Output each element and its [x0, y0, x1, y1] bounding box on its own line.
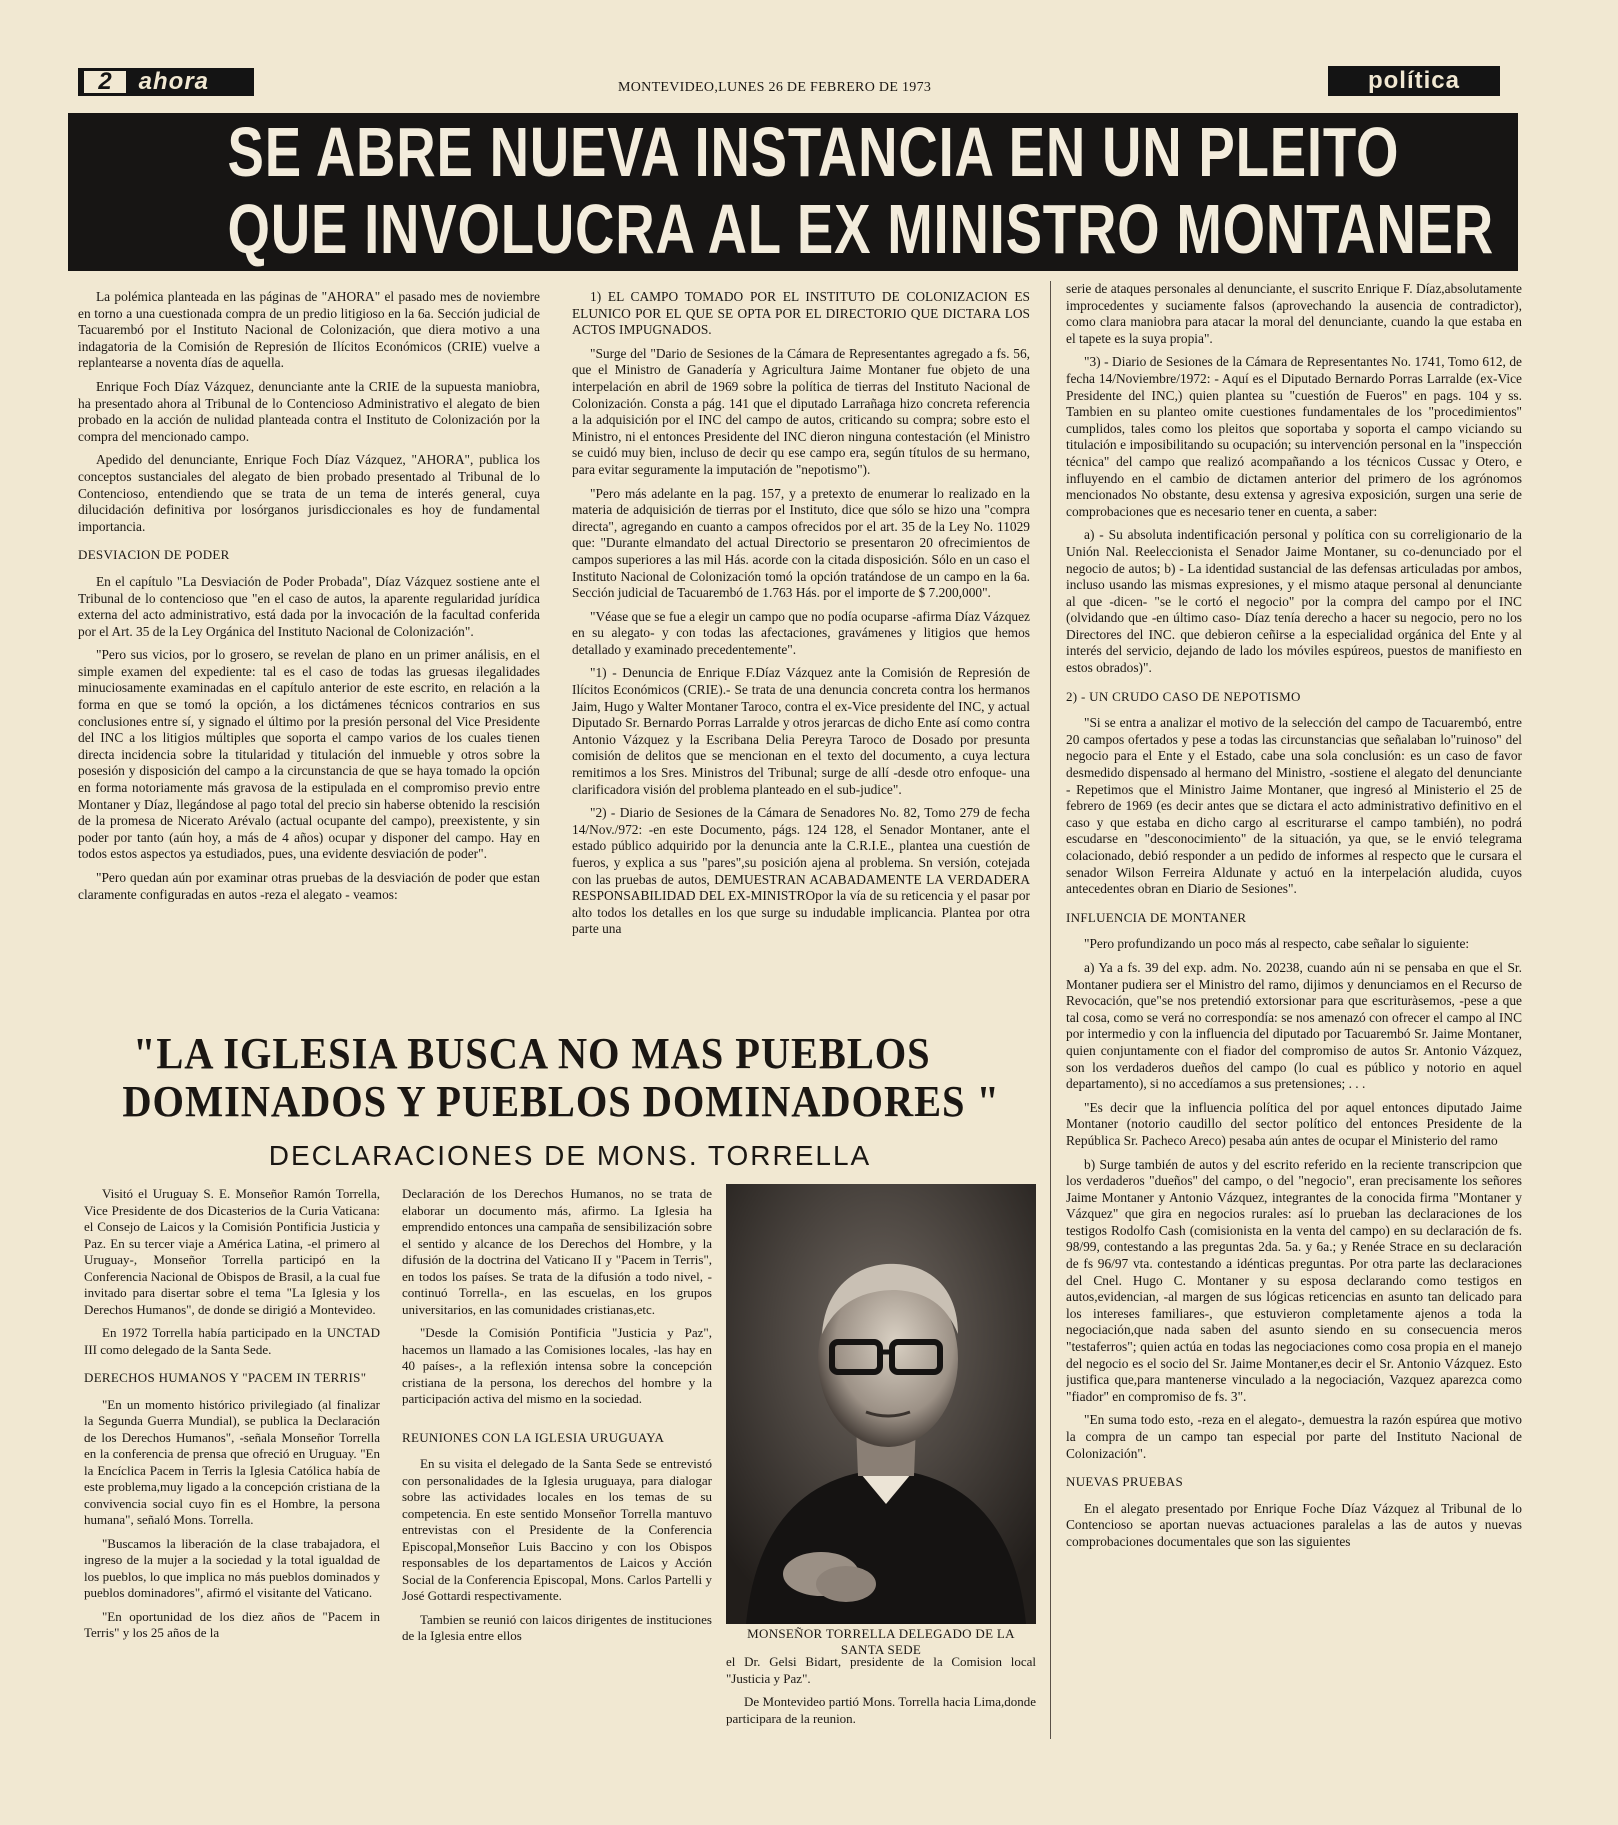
paragraph: Tambien se reunió con laicos dirigentes de instituciones de la Iglesia entre ellos — [402, 1611, 712, 1643]
church-title-line-2: DOMINADOS Y PUEBLOS DOMINADORES " — [122, 1077, 1000, 1126]
paragraph: "2) - Diario de Sesiones de la Cámara de Senadores No. 82, Tomo 279 de fecha 14/Nov./972: -en este Documento, págs. 124 128, el Senador Montaner, ante el estado público adquirido por la denuncia ante la C.R.I.E., plantea una cuestión de fueros, y explica a sus "pares",su posición ajena al problema. Sn versión, cotejada con las pruebas de autos, DEMUESTRAN ACABADAMENTE LA VERDADERA RESPONSABILIDAD DEL EX-MINISTROpor la vía de su reticencia y el pasar por alto todos los detalles en los que surge su indudable implicancia. Plantea por otra parte una — [572, 805, 1030, 937]
paragraph: "Véase que se fue a elegir un campo que no podía ocuparse -afirma Díaz Vázquez en su alegato- y con todas las afectaciones, gravámenes y litigios que hemos detallado y examinado precedentemente". — [572, 608, 1030, 657]
paragraph: "Pero más adelante en la pag. 157, y a pretexto de enumerar lo realizado en la materia de adquisición de tierras por el Instituto, dice que sólo se hizo una "compra directa", agregando en cuanto a campos ofrecidos por el art. 35 de la Ley No. 11029 que: "Durante elmandato del actual Directorio se presentaron 20 ofrecimientos de campos superiores a las mil Hás. acorde con la citada disposición. Sólo en un caso el Instituto Nacional de Colonización tomó la opción tratándose de un campo en la 6a. Sección judicial de Tacuarembó de 1.763 Hás. por el importe de $ 7.200,000". — [572, 485, 1030, 601]
paragraph: 1) EL CAMPO TOMADO POR EL INSTITUTO DE COLONIZACION ES ELUNICO POR EL QUE SE OPTA POR EL DIRECTORIO QUE DICTARA LOS ACTOS IMPUGNADOS. — [572, 289, 1030, 338]
paragraph: "Pero sus vicios, por lo grosero, se revelan de plano en un primer análisis, en el simple examen del expediente: tal es el caso de todas las gruesas ilegalidades minuciosamente examinadas en el capítulo anterior de este escrito, en relación a la forma en que se tomó la opción, a los dictámenes técnicos contrarios en sus conclusiones entre sí, y signado el último por la presión personal del Vice Presidente del INC a los litigios múltiples que soporta el campo varios de los cuales tienen directa incidencia sobre la titularidad y titulación del inmueble y otros sobre la posesión y disposición del campo a la circunstancia de que se haya tomado la opción en forma notoriamente más gravosa de la estipulada en el compromiso previo entre Montaner y Díaz, llegándose al pago total del precio sin haberse obtenido la rescisión de la promesa de Nicerato Arévalo (actual ocupante del campo), preexistente, y sin poder por tanto (aún hoy, a más de 4 años) ocupar y disponer del campo. Hay en todos estos aspectos ya estudiados, pues, una evidente desviación de poder". — [78, 647, 540, 862]
portrait-photo — [726, 1184, 1036, 1624]
paragraph: Enrique Foch Díaz Vázquez, denunciante ante la CRIE de la supuesta maniobra, ha presentado ahora al Tribunal de lo Contencioso Administrativo el alegato de bien probado en la acción de nulidad planteada contra el Instituto de Colonización por la compra del mencionado campo. — [78, 378, 540, 444]
church-column-1 — [84, 1186, 380, 1726]
church-column-3 — [726, 1654, 1036, 1734]
portrait-illustration — [726, 1184, 1036, 1624]
paragraph: "Desde la Comisión Pontificia "Justicia y Paz", hacemos un llamado a las Comisiones locales, -las hay en 40 países-, a la reflexión intensa sobre la concepción cristiana de la persona, los derechos del hombre y la participación activa del mismo en la sociedad. — [402, 1325, 712, 1406]
page-number: 2 — [84, 71, 126, 93]
church-article-subtitle: DECLARACIONES DE MONS. TORRELLA — [268, 1140, 872, 1171]
masthead — [78, 66, 1500, 100]
paragraph: a) Ya a fs. 39 del exp. adm. No. 20238, cuando aún ni se pensaba en que el Sr. Montaner pudiera ser el Ministro del ramo, dijimos y denunciamos en el Recurso de Revocación, que"se nos pretendió extorsionar para que escrituràsemos, -pese a que tal cosa, como se verá no correspondía: se nos amenazó con ofrecer el campo al INC por intermedio y con la influencia del diputado por Tacuarembó Sr. Jaime Montaner, quien conjuntamente con el fiador del compromiso de autos Sr. Antonio Vázquez, son los verdaderos dueños del campo (lo cual es público y notorio en aquel departamento), si no accedíamos a sus pretensiones; . . . — [1066, 959, 1522, 1092]
paragraph: "3) - Diario de Sesiones de la Cámara de Representantes No. 1741, Tomo 612, de fecha 14/Noviembre/1972: - Aquí es el Diputado Bernardo Porras Larralde (ex-Vice Presidente del INC,) quien plantea su "cuestión de Fueros" en pags. 104 y ss. Tambien en su planteo omite cuestiones fundamentales de los "procedimientos" cumplidos, tales como los pleitos que soportaba y soporta el campo viciando su titulación e imposibilitando su ocupación; su intervención personal en la "inspección técnica" del campo que realizó acompañando a los técnicos Cussac y Otero, e influyendo en el cambio de dictamen anterior del primero de los agrónomos mencionados No obstante, desu extensa y agresiva exposición, surgen una serie de comprobaciones que es necesario tener en cuenta, a saber: — [1066, 354, 1522, 519]
paragraph: "Surge del "Dario de Sesiones de la Cámara de Representantes agregado a fs. 56, que el Ministro de Ganadería y Agricultura Jaime Montaner fue objeto de una interpelación en abril de 1969 sobre la política de tierras del Instituto Nacional de Colonización. Consta a pág. 141 que el diputado Larrañaga hizo concreta referencia a la adquisición por el INC del campo de autos, criticando su compra; sobre esto el Ministro, ni el entonces Presidente del INC dieron ninguna contestación (el Ministro se cuidó muy bien, incluso de decir qu ese campo era, según títulos de su hermano, para evitar seguramente la imputación de "nepotismo"). — [572, 345, 1030, 477]
paragraph: "Buscamos la liberación de la clase trabajadora, el ingreso de la mujer a la sociedad y la total igualdad de los pueblos, lo que implica no más pueblos dominados y pueblos dominadores", afirmó el visitante del Vaticano. — [84, 1535, 380, 1600]
paragraph: "1) - Denuncia de Enrique F.Díaz Vázquez ante la Comisión de Represión de Ilícitos Económicos (CRIE).- Se trata de una denuncia concreta contra los hermanos Jaim, Hugo y Walter Montaner Taroco, contra el ex-Vice presidente del INC, y actual Diputado Sr. Bernardo Porras Larralde y otros jerarcas de dicho Ente así como contra Antonio Vázquez y la Escribana Delia Pereyra Taroco de Dosado por presunta comisión de delitos que se mencionan en el texto del documento, a cuya lectura remitimos a los Sres. Ministros del Tribunal; surge de allí -desde otro enfoque- una clarificadora visión del problema planteado en el sub-judice". — [572, 665, 1030, 797]
paragraph: En su visita el delegado de la Santa Sede se entrevistó con personalidades de la Iglesia uruguaya, para dialogar sobre las actividades locales en los temas de su competencia. En este sentido Monseñor Torrella mantuvo entrevistas con el Presidente de la Conferencia Episcopal,Monseñor Luis Baccino y con los Obispos responsables de los departamentos de Laicos y Acción Social de la Conferencia Episcopal, Mons. Carlos Partelli y José Gottardi respectivamente. — [402, 1456, 712, 1603]
paper-name: ahora — [138, 68, 210, 95]
subheading: DERECHOS HUMANOS Y "PACEM IN TERRIS" — [84, 1370, 367, 1385]
paragraph: "Es decir que la influencia política del por aquel entonces diputado Jaime Montaner (notorio caudillo del sector político del entonces Presidente de la República Sr. Pacheco Areco) pesaba aún antes de ocupar el Ministerio del ramo — [1066, 1099, 1522, 1148]
headline-line-2: QUE INVOLUCRA AL EX MINISTRO MONTANER — [227, 190, 1494, 268]
paragraph: Visitó el Uruguay S. E. Monseñor Ramón Torrella, Vice Presidente de dos Dicasterios de la Curia Vaticana: el Consejo de Laicos y la Comisión Pontificia Justicia y Paz. En su tercer viaje a América Latina, -el primero al Uruguay-, Monseñor Torrella participó en la Conferencia Nacional de Obispos de Brasil, a la cual fue invitado para disertar sobre el tema "La Iglesia y los Derechos Humanos", de donde se dirigió a Montevideo. — [84, 1186, 380, 1317]
section-label: política — [1328, 66, 1500, 96]
subheading: NUEVAS PRUEBAS — [1066, 1474, 1184, 1490]
paragraph: De Montevideo partió Mons. Torrella hacia Lima,donde participara de la reunion. — [726, 1694, 1036, 1726]
headline-banner — [68, 113, 1518, 271]
article-column-2 — [572, 289, 1030, 1024]
headline-line-1: SE ABRE NUEVA INSTANCIA EN UN PLEITO — [227, 113, 1400, 191]
paragraph: "En un momento histórico privilegiado (al finalizar la Segunda Guerra Mundial), se publica la Declaración de los Derechos Humanos", -señala Monseñor Torrella en la conferencia de prensa que ofreció en Uruguay. "En la Encíclica Pacem in Terris la Iglesia Católica había de este problema,muy ligado a la concepción cristiana de la convivencia social cuyo fin es el Hombre, la persona humana", señaló Mons. Torrella. — [84, 1396, 380, 1527]
church-article-title — [104, 1029, 1000, 1126]
paragraph: Declaración de los Derechos Humanos, no se trata de elaborar un documento más, afirmo. La Iglesia ha emprendido entonces una campaña de sensibilización sobre el sentido y alcance de los Derechos del Hombre, y la difusión de la doctrina del Vaticano II y "Pacem in Terris", en todos los países. Se trata de la difusión a todo nivel, -continuó Torrella-, en las escuelas, en los grupos universitarios, en las comunidades cristianas,etc. — [402, 1186, 712, 1317]
paragraph: En 1972 Torrella había participado en la UNCTAD III como delegado de la Santa Sede. — [84, 1325, 380, 1357]
subheading: DESVIACION DE PODER — [78, 547, 230, 563]
subheading: REUNIONES CON LA IGLESIA URUGUAYA — [402, 1429, 665, 1445]
paragraph: La polémica planteada en las páginas de "AHORA" el pasado mes de noviembre en torno a una cuestionada compra de un predio litigioso en la 6a. Sección judicial de Tacuarembó por el Instituto Nacional de Colonización, que diera motivo a una indagatoria de la Comisión de Represión de Ilícitos Económicos (CRIE) vuelve a replantearse a noventa días de aquella. — [78, 289, 540, 371]
paragraph: a) - Su absoluta indentificación personal y política con su correligionario de la Unión Nal. Reeleccionista el Senador Jaime Montaner, su co-denunciado por el negocio de autos; b) - La identidad sustancial de las defensas articuladas por ambos, incluso usando las mismas expresiones, y el mismo ataque personal al denunciante al que -dicen- "se le cortó el negocio" por la compra del campo por el INC (olvidando que -en último caso- Díaz tenía derecho a hacer su negocio, pero no los Directores del INC. que debieron ceñirse a la especialidad orgánica del Ente y al interés del servicio, dejando de lado los móviles espúreos, puestos de manifiesto en estos obrados)". — [1066, 527, 1522, 676]
article-column-1 — [78, 289, 540, 1024]
church-title-line-1: "LA IGLESIA BUSCA NO MAS PUEBLOS — [132, 1029, 931, 1078]
paragraph: En el alegato presentado por Enrique Foche Díaz Vázquez al Tribunal de lo Contencioso se aportan nuevas actuaciones paralelas a las de autos y nuevas comprobaciones documentales que son las siguientes — [1066, 1500, 1522, 1549]
page-label — [78, 68, 254, 96]
paragraph: "Pero quedan aún por examinar otras pruebas de la desviación de poder que estan claramente configuradas en autos -reza el alegato - veamos: — [78, 870, 540, 902]
dateline: MONTEVIDEO,LUNES 26 DE FEBRERO DE 1973 — [618, 80, 932, 95]
paragraph: "Pero profundizando un poco más al respecto, cabe señalar lo siguiente: — [1084, 936, 1470, 952]
subheading: INFLUENCIA DE MONTANER — [1066, 909, 1247, 925]
paragraph: "En suma todo esto, -reza en el alegato-, demuestra la razón espúrea que motivo la compra de un campo tan especial por parte del Instituto Nacional de Colonización". — [1066, 1412, 1522, 1461]
column-rule — [1050, 281, 1051, 1739]
paragraph: serie de ataques personales al denunciante, el suscrito Enrique F. Díaz,absolutamente improcedentes y suciamente falsos (aprovechando la ausencia de contradictor), como clara maniobra para atacar la moral del denunciante, cuando la que estaba en el tapete es la suya propia". — [1066, 281, 1522, 346]
paragraph: Apedido del denunciante, Enrique Foch Díaz Vázquez, "AHORA", publica los conceptos sustanciales del alegato de bien probado presentado al Tribunal de lo Contencioso, entendiendo que se trata de un tema de interés general, cuya dilucidación definitiva por losórganos jurisdiccionales es hoy de fundamental importancia. — [78, 452, 540, 534]
church-column-2 — [402, 1186, 712, 1726]
photo-caption: MONSEÑOR TORRELLA DELEGADO DE LA SANTA SEDE — [747, 1626, 1015, 1657]
paragraph: En el capítulo "La Desviación de Poder Probada", Díaz Vázquez sostiene ante el Tribunal de lo contencioso que "en el caso de autos, la aparente regularidad jurídica externa del acto administrativo, está dada por la invocación de la facultad conferida por el Art. 35 de la Ley Orgánica del Instituto Nacional de Colonización". — [78, 573, 540, 639]
article-column-3 — [1066, 281, 1522, 1739]
subheading: 2) - UN CRUDO CASO DE NEPOTISMO — [1066, 688, 1301, 704]
paragraph: "Si se entra a analizar el motivo de la selección del campo de Tacuarembó, entre 20 campos ofertados y pese a todas las circunstancias que señalaban lo"ruinoso" del negocio para el Ente y el Estado, cabe una sola conclusión: es un caso de favor desmedido dispensado al hermano del Ministro, -sostiene el alegato del denunciante - Repetimos que el Ministro Jaime Montaner, que ingresó al Ministerio el 25 de febrero de 1969 (es decir antes que se dictara el acto administrativo definitivo en el caso y que estaba en dicho cargo al escriturarse el campo también), no podrá escudarse en "desconocimiento" de la situación, ya que, se le envió telegrama colacionado, debió responder a un pedido de informes al respecto que le cursara el senador Wilson Ferreira Aldunate y actuó en la interpelación aludida, cuyos antecedentes obran en Diario de Sesiones". — [1066, 715, 1522, 897]
paragraph: el Dr. Gelsi Bidart, presidente de la Comision local "Justicia y Paz". — [726, 1654, 1036, 1686]
paragraph: b) Surge también de autos y del escrito referido en la reciente transcripcion que los verdaderos "dueños" del campo, o del "negocio", eran precisamente los señores Jaime Montaner y Antonio Vázquez, integrantes de la conocida firma "Montaner y Vázquez" que gira en negocios rurales: así lo prueban las declaraciones de los testigos Rodolfo Cash (comisionista en la venta del campo) en su declaración de fs. 98/99, contestando a las preguntas 2da. 5a. y 6a.; y Renée Strace en su declaración de fs 96/97 vta. contestando a idénticas preguntas. Por otra parte las declaraciones del Cnel. Hugo C. Montaner y su esposa declarando como testigos en autos,evidencian, -al margen de sus lógicas reticencias en asunto tan delicado para los intereses familiares-, que estuvieron completamente ajenos a toda la negociación,que nada saben del asunto siendo en su consecuencia meros "testaferros"; quien actúa en todas las negociaciones como cosa propia en el manejo del negocio es el socio del Sr. Jaime Montaner,es decir el Sr. Antonio Vázquez. Esto justifica que,para mantenerse vinculado a la negociación, Vazquez aparezca como "fiador" en compromiso de fs. 3". — [1066, 1156, 1522, 1404]
paragraph: "En oportunidad de los diez años de "Pacem in Terris" y los 25 años de la — [84, 1608, 380, 1640]
